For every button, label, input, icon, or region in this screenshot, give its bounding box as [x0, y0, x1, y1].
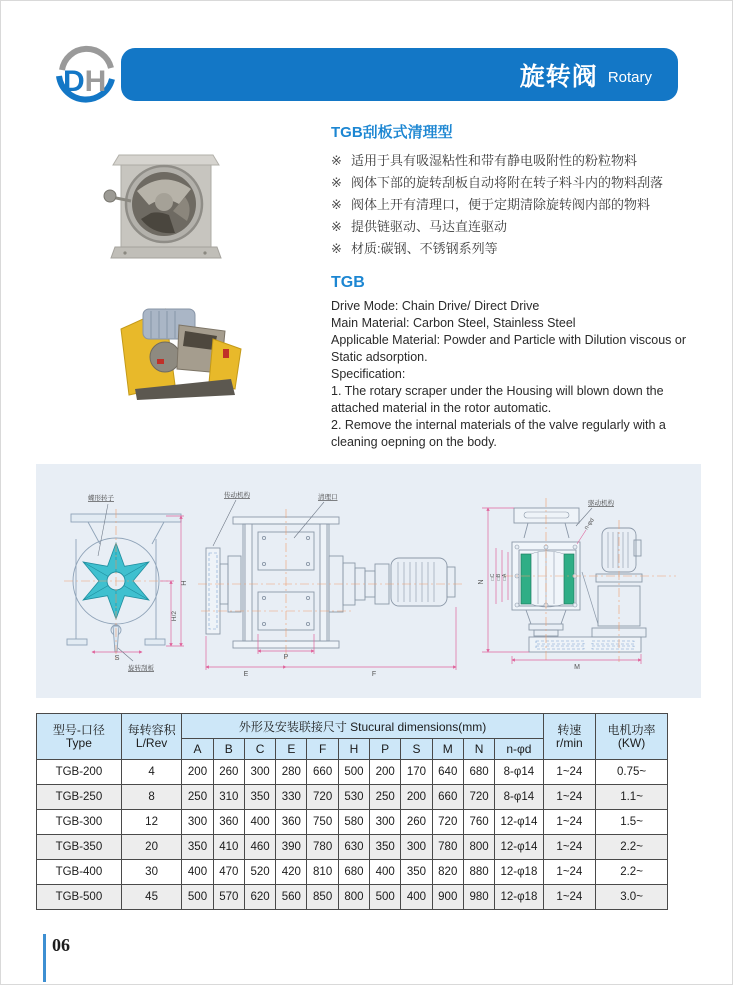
value-cell: 170	[401, 760, 432, 785]
bullet-marker: ※	[331, 153, 342, 168]
col-header-letter: F	[307, 739, 338, 760]
value-cell: 1.5~	[596, 810, 668, 835]
col-header-letter: H	[338, 739, 369, 760]
spec-table-body	[37, 760, 668, 910]
value-cell: 980	[463, 885, 494, 910]
dim-label-h2: H/2	[171, 610, 178, 622]
value-cell: 310	[213, 785, 244, 810]
power-header-cn: 电机功率	[607, 722, 656, 737]
col-header-letter: E	[276, 739, 307, 760]
value-cell: 750	[307, 810, 338, 835]
value-cell: 400	[401, 885, 432, 910]
value-cell: 660	[432, 785, 463, 810]
value-cell: 410	[213, 835, 244, 860]
value-cell: 12-φ18	[495, 860, 543, 885]
product-photo-open-valve	[101, 149, 229, 270]
spec-line: Main Material: Carbon Steel, Stainless Steel	[331, 316, 576, 330]
value-cell: 8-φ14	[495, 760, 543, 785]
col-header-letter: S	[401, 739, 432, 760]
col-header-letter: N	[463, 739, 494, 760]
value-cell: 20	[121, 835, 182, 860]
dim-label-b: □B	[496, 573, 502, 581]
dim-label-n: N	[478, 579, 485, 585]
value-cell: 640	[432, 760, 463, 785]
value-cell: 3.0~	[596, 885, 668, 910]
col-header-letter: C	[244, 739, 275, 760]
description-column	[331, 121, 705, 451]
value-cell: 680	[463, 760, 494, 785]
value-cell: 350	[244, 785, 275, 810]
feature-item	[331, 216, 705, 238]
model-cell: TGB-250	[37, 785, 122, 810]
section-banner	[121, 48, 678, 101]
value-cell: 460	[244, 835, 275, 860]
feature-item	[331, 150, 705, 172]
dim-label-p: P	[283, 654, 289, 661]
feature-item	[331, 172, 705, 194]
value-cell: 580	[338, 810, 369, 835]
value-cell: 630	[338, 835, 369, 860]
value-cell: 12	[121, 810, 182, 835]
value-cell: 760	[463, 810, 494, 835]
speed-header-cn: 转速	[557, 722, 582, 737]
table-row	[37, 860, 668, 885]
col-header-letter: M	[432, 739, 463, 760]
power-header-en: (KW)	[617, 735, 646, 750]
value-cell: 30	[121, 860, 182, 885]
value-cell: 470	[213, 860, 244, 885]
value-cell: 720	[307, 785, 338, 810]
value-cell: 400	[182, 860, 213, 885]
value-cell: 1~24	[543, 785, 595, 810]
dim-label-e: E	[243, 671, 249, 678]
value-cell: 200	[401, 785, 432, 810]
spec-line: Drive Mode: Chain Drive/ Direct Drive	[331, 299, 540, 313]
volume-header-en: L/Rev	[135, 735, 168, 750]
value-cell: 720	[432, 810, 463, 835]
value-cell: 560	[276, 885, 307, 910]
value-cell: 4	[121, 760, 182, 785]
spec-line: Applicable Material: Powder and Particle with Dilution viscous or Static adsorption.	[331, 333, 687, 364]
value-cell: 360	[213, 810, 244, 835]
side-view	[206, 517, 455, 648]
product-photo-motor-valve	[113, 297, 247, 408]
logo-letter-h: H	[84, 65, 107, 98]
value-cell: 8	[121, 785, 182, 810]
value-cell: 350	[182, 835, 213, 860]
value-cell: 300	[182, 810, 213, 835]
value-cell: 800	[463, 835, 494, 860]
dimensions-table	[36, 713, 668, 910]
spec-line: 1. The rotary scraper under the Housing will blown down the attached material in the rotor automatic.	[331, 384, 664, 415]
intro-title: TGB刮板式清理型	[331, 124, 453, 141]
dim-label-holes: n-φd	[583, 517, 596, 532]
value-cell: 620	[244, 885, 275, 910]
bullet-marker: ※	[331, 175, 342, 190]
model-cell: TGB-400	[37, 860, 122, 885]
value-cell: 400	[370, 860, 401, 885]
clean-port-callout: 清理口	[318, 494, 338, 501]
front-section-view	[67, 514, 181, 652]
value-cell: 520	[244, 860, 275, 885]
chain-cover	[206, 548, 220, 634]
value-cell: 1~24	[543, 810, 595, 835]
value-cell: 500	[338, 760, 369, 785]
value-cell: 260	[213, 760, 244, 785]
value-cell: 660	[307, 760, 338, 785]
flange-view	[512, 508, 646, 652]
value-cell: 680	[338, 860, 369, 885]
table-row	[37, 810, 668, 835]
value-cell: 390	[276, 835, 307, 860]
value-cell: 400	[244, 810, 275, 835]
model-cell: TGB-200	[37, 760, 122, 785]
page-number-bar	[43, 934, 46, 982]
value-cell: 200	[182, 760, 213, 785]
col-header-volume	[121, 714, 182, 760]
dim-label-f: F	[371, 671, 377, 678]
speed-header-en: r/min	[556, 735, 583, 750]
scraper-callout: 旋转刮板	[128, 665, 154, 672]
model-cell: TGB-300	[37, 810, 122, 835]
value-cell: 420	[276, 860, 307, 885]
value-cell: 250	[370, 785, 401, 810]
value-cell: 880	[463, 860, 494, 885]
value-cell: 820	[432, 860, 463, 885]
value-cell: 350	[401, 860, 432, 885]
model-cell: TGB-500	[37, 885, 122, 910]
value-cell: 500	[370, 885, 401, 910]
dim-label-m: M	[574, 664, 580, 671]
value-cell: 1~24	[543, 835, 595, 860]
value-cell: 900	[432, 885, 463, 910]
value-cell: 280	[276, 760, 307, 785]
col-header-power	[596, 714, 668, 760]
table-row	[37, 885, 668, 910]
value-cell: 8-φ14	[495, 785, 543, 810]
value-cell: 45	[121, 885, 182, 910]
feature-list	[331, 150, 705, 260]
col-header-letter: A	[182, 739, 213, 760]
value-cell: 810	[307, 860, 338, 885]
value-cell: 780	[432, 835, 463, 860]
spec-line: 2. Remove the internal materials of the valve regularly with a cleaning oepning on the body.	[331, 418, 666, 449]
value-cell: 300	[244, 760, 275, 785]
table-row	[37, 760, 668, 785]
volume-header-cn: 每转容积	[127, 722, 176, 737]
banner-title-en: Rotary	[607, 69, 652, 86]
logo-letter-d: D	[63, 65, 85, 98]
value-cell: 300	[370, 810, 401, 835]
value-cell: 1~24	[543, 860, 595, 885]
col-header-speed	[543, 714, 595, 760]
bullet-marker: ※	[331, 197, 342, 212]
feature-text: 阀体上开有清理口，便于定期清除旋转阀内部的物料	[351, 197, 651, 212]
svg-text:DH	[63, 65, 106, 98]
value-cell: 350	[370, 835, 401, 860]
rotor-callout: 蝶形转子	[88, 495, 114, 502]
banner-title-cn: 旋转阀	[519, 62, 598, 91]
spec-line: Specification:	[331, 367, 406, 381]
feature-text: 材质:碳钢、不锈钢系列等	[351, 241, 498, 256]
value-cell: 360	[276, 810, 307, 835]
model-cell: TGB-350	[37, 835, 122, 860]
bullet-marker: ※	[331, 241, 342, 256]
technical-drawing-panel	[36, 464, 701, 698]
drive-callout: 传动机构	[224, 492, 250, 499]
value-cell: 1~24	[543, 760, 595, 785]
value-cell: 200	[370, 760, 401, 785]
dim-label-c: □C	[490, 573, 496, 581]
table-row	[37, 835, 668, 860]
value-cell: 530	[338, 785, 369, 810]
value-cell: 250	[182, 785, 213, 810]
spec-text	[331, 298, 705, 451]
dim-label-h: H	[179, 580, 188, 586]
value-cell: 0.75~	[596, 760, 668, 785]
type-header-cn: 型号-口径	[52, 722, 105, 737]
value-cell: 330	[276, 785, 307, 810]
table-row	[37, 785, 668, 810]
value-cell: 12-φ14	[495, 835, 543, 860]
feature-item	[331, 238, 705, 260]
value-cell: 260	[401, 810, 432, 835]
type-header-en: Type	[65, 735, 92, 750]
value-cell: 850	[307, 885, 338, 910]
value-cell: 500	[182, 885, 213, 910]
model-title: TGB	[331, 274, 365, 291]
feature-text: 阀体下部的旋转刮板自动将附在转子料斗内的物料刮落	[351, 175, 664, 190]
feature-text: 适用于具有吸湿粘性和带有静电吸附性的粉粒物料	[351, 153, 638, 168]
value-cell: 800	[338, 885, 369, 910]
rotor-pocket-right	[564, 554, 574, 604]
motor-side	[391, 558, 447, 606]
col-header-letter: B	[213, 739, 244, 760]
page-number: 06	[52, 935, 70, 955]
col-header-letter: n-φd	[495, 739, 543, 760]
bullet-marker: ※	[331, 219, 342, 234]
feature-item	[331, 194, 705, 216]
value-cell: 300	[401, 835, 432, 860]
feature-text: 提供链驱动、马达直连驱动	[351, 219, 508, 234]
motor-callout: 驱动机构	[588, 500, 614, 507]
value-cell: 570	[213, 885, 244, 910]
value-cell: 1~24	[543, 885, 595, 910]
value-cell: 2.2~	[596, 860, 668, 885]
dim-label-a: □A	[502, 573, 508, 581]
col-header-letter: P	[370, 739, 401, 760]
dim-label-s: S	[114, 653, 120, 662]
value-cell: 12-φ18	[495, 885, 543, 910]
rotor-pocket-left	[521, 554, 531, 604]
value-cell: 720	[463, 785, 494, 810]
dh-logo	[53, 43, 119, 111]
value-cell: 780	[307, 835, 338, 860]
value-cell: 2.2~	[596, 835, 668, 860]
value-cell: 12-φ14	[495, 810, 543, 835]
col-header-dimensions: 外形及安装联接尺寸 Stucural dimensions(mm)	[182, 714, 543, 739]
col-header-type	[37, 714, 122, 760]
value-cell: 1.1~	[596, 785, 668, 810]
